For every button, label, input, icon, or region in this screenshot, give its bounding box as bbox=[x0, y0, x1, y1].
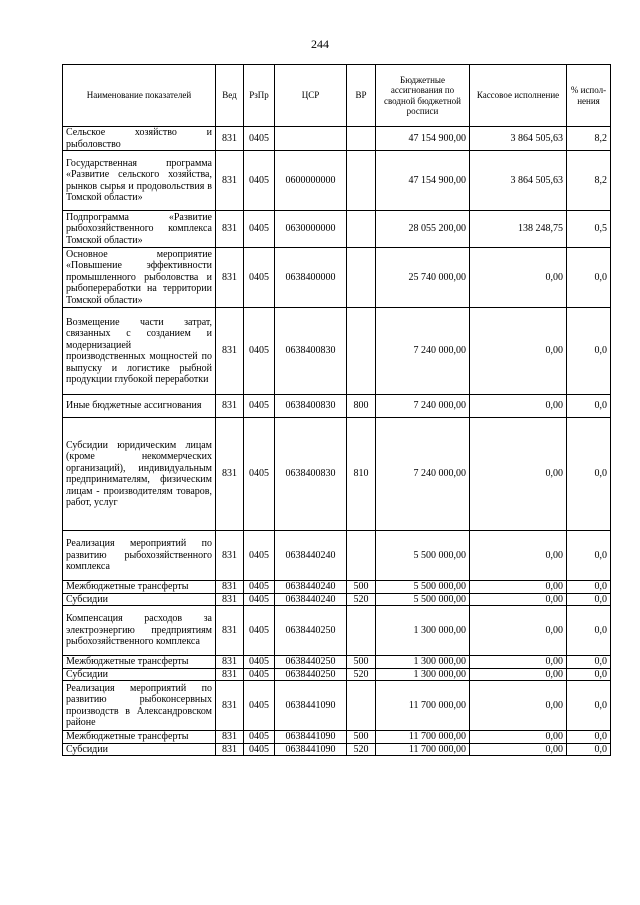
cell-vr: 810 bbox=[347, 418, 376, 531]
cell-pct: 0,0 bbox=[567, 731, 611, 744]
cell-assign: 11 700 000,00 bbox=[376, 731, 470, 744]
cell-ved: 831 bbox=[216, 606, 244, 656]
cell-name: Подпрограмма «Развитие рыбохозяйственного комплекса Томской области» bbox=[63, 211, 216, 248]
cell-rzpr: 0405 bbox=[244, 211, 275, 248]
cell-rzpr: 0405 bbox=[244, 606, 275, 656]
cell-assign: 5 500 000,00 bbox=[376, 593, 470, 606]
cell-csr bbox=[275, 127, 347, 151]
header-rzpr: РзПр bbox=[244, 65, 275, 127]
cell-assign: 5 500 000,00 bbox=[376, 581, 470, 594]
cell-csr: 0638440250 bbox=[275, 656, 347, 669]
cell-vr: 500 bbox=[347, 731, 376, 744]
cell-pct: 0,0 bbox=[567, 681, 611, 731]
cell-assign: 11 700 000,00 bbox=[376, 681, 470, 731]
cell-rzpr: 0405 bbox=[244, 681, 275, 731]
cell-cash: 0,00 bbox=[470, 248, 567, 308]
cell-csr: 0600000000 bbox=[275, 151, 347, 211]
cell-rzpr: 0405 bbox=[244, 656, 275, 669]
cell-pct: 0,0 bbox=[567, 668, 611, 681]
cell-assign: 1 300 000,00 bbox=[376, 606, 470, 656]
cell-name: Субсидии bbox=[63, 668, 216, 681]
cell-rzpr: 0405 bbox=[244, 127, 275, 151]
cell-assign: 5 500 000,00 bbox=[376, 531, 470, 581]
table-row bbox=[63, 395, 611, 418]
table-row bbox=[63, 593, 611, 606]
cell-assign: 7 240 000,00 bbox=[376, 418, 470, 531]
cell-cash: 3 864 505,63 bbox=[470, 151, 567, 211]
cell-vr bbox=[347, 151, 376, 211]
cell-rzpr: 0405 bbox=[244, 418, 275, 531]
cell-ved: 831 bbox=[216, 418, 244, 531]
cell-ved: 831 bbox=[216, 593, 244, 606]
cell-csr: 0638400830 bbox=[275, 395, 347, 418]
cell-cash: 0,00 bbox=[470, 581, 567, 594]
cell-csr: 0638440240 bbox=[275, 581, 347, 594]
cell-csr: 0630000000 bbox=[275, 211, 347, 248]
cell-ved: 831 bbox=[216, 248, 244, 308]
cell-vr: 800 bbox=[347, 395, 376, 418]
cell-cash: 0,00 bbox=[470, 418, 567, 531]
header-vr: ВР bbox=[347, 65, 376, 127]
cell-csr: 0638441090 bbox=[275, 743, 347, 756]
table-row bbox=[63, 656, 611, 669]
cell-name: Возмещение части затрат, связанных с созданием и модернизацией производственных мощностей по выпуску и логистике рыбной продукции глубокой переработки bbox=[63, 308, 216, 395]
cell-name: Реализация мероприятий по развитию рыбоконсервных производств в Александровском районе bbox=[63, 681, 216, 731]
cell-cash: 0,00 bbox=[470, 656, 567, 669]
cell-cash: 0,00 bbox=[470, 606, 567, 656]
cell-ved: 831 bbox=[216, 731, 244, 744]
cell-pct: 0,0 bbox=[567, 743, 611, 756]
cell-rzpr: 0405 bbox=[244, 395, 275, 418]
cell-ved: 831 bbox=[216, 151, 244, 211]
table-row bbox=[63, 211, 611, 248]
cell-pct: 8,2 bbox=[567, 151, 611, 211]
cell-vr bbox=[347, 531, 376, 581]
header-cash-execution: Кассовое исполнение bbox=[470, 65, 567, 127]
cell-assign: 7 240 000,00 bbox=[376, 308, 470, 395]
header-name: Наименование показателей bbox=[63, 65, 216, 127]
cell-vr bbox=[347, 606, 376, 656]
header-csr: ЦСР bbox=[275, 65, 347, 127]
cell-name: Межбюджетные трансферты bbox=[63, 731, 216, 744]
cell-vr: 520 bbox=[347, 593, 376, 606]
cell-ved: 831 bbox=[216, 743, 244, 756]
cell-name: Компенсация расходов за электроэнергию предприятиям рыбохозяйственного комплекса bbox=[63, 606, 216, 656]
cell-pct: 0,0 bbox=[567, 606, 611, 656]
cell-rzpr: 0405 bbox=[244, 743, 275, 756]
cell-vr: 500 bbox=[347, 581, 376, 594]
header-assignments: Бюджетные ассигнования по сводной бюджетной росписи bbox=[376, 65, 470, 127]
table-row bbox=[63, 743, 611, 756]
cell-rzpr: 0405 bbox=[244, 308, 275, 395]
cell-vr bbox=[347, 248, 376, 308]
cell-cash: 0,00 bbox=[470, 743, 567, 756]
table-row bbox=[63, 731, 611, 744]
cell-pct: 0,0 bbox=[567, 593, 611, 606]
cell-ved: 831 bbox=[216, 681, 244, 731]
cell-assign: 1 300 000,00 bbox=[376, 656, 470, 669]
cell-pct: 0,0 bbox=[567, 531, 611, 581]
cell-ved: 831 bbox=[216, 581, 244, 594]
cell-csr: 0638400830 bbox=[275, 418, 347, 531]
cell-cash: 0,00 bbox=[470, 668, 567, 681]
cell-name: Межбюджетные трансферты bbox=[63, 656, 216, 669]
table-row bbox=[63, 418, 611, 531]
cell-assign: 47 154 900,00 bbox=[376, 127, 470, 151]
cell-cash: 0,00 bbox=[470, 308, 567, 395]
cell-csr: 0638400830 bbox=[275, 308, 347, 395]
cell-name: Субсидии bbox=[63, 593, 216, 606]
cell-ved: 831 bbox=[216, 211, 244, 248]
cell-vr bbox=[347, 308, 376, 395]
cell-csr: 0638400000 bbox=[275, 248, 347, 308]
cell-pct: 0,0 bbox=[567, 656, 611, 669]
table-row bbox=[63, 127, 611, 151]
cell-vr: 520 bbox=[347, 743, 376, 756]
cell-vr bbox=[347, 127, 376, 151]
cell-rzpr: 0405 bbox=[244, 581, 275, 594]
cell-name: Субсидии bbox=[63, 743, 216, 756]
cell-assign: 47 154 900,00 bbox=[376, 151, 470, 211]
cell-assign: 7 240 000,00 bbox=[376, 395, 470, 418]
cell-name: Государственная программа «Развитие сельского хозяйства, рынков сырья и продовольствия в Томской области» bbox=[63, 151, 216, 211]
cell-cash: 0,00 bbox=[470, 681, 567, 731]
cell-csr: 0638440250 bbox=[275, 606, 347, 656]
cell-assign: 25 740 000,00 bbox=[376, 248, 470, 308]
cell-ved: 831 bbox=[216, 127, 244, 151]
cell-cash: 0,00 bbox=[470, 531, 567, 581]
cell-name: Основное мероприятие «Повышение эффективности промышленного рыболовства и рыбопереработки на территории Томской области» bbox=[63, 248, 216, 308]
table-row bbox=[63, 668, 611, 681]
cell-name: Сельское хозяйство и рыболовство bbox=[63, 127, 216, 151]
cell-cash: 3 864 505,63 bbox=[470, 127, 567, 151]
cell-assign: 28 055 200,00 bbox=[376, 211, 470, 248]
cell-rzpr: 0405 bbox=[244, 668, 275, 681]
table-row bbox=[63, 581, 611, 594]
cell-ved: 831 bbox=[216, 668, 244, 681]
cell-assign: 11 700 000,00 bbox=[376, 743, 470, 756]
cell-vr bbox=[347, 681, 376, 731]
table-row bbox=[63, 248, 611, 308]
cell-csr: 0638440250 bbox=[275, 668, 347, 681]
cell-rzpr: 0405 bbox=[244, 151, 275, 211]
cell-cash: 138 248,75 bbox=[470, 211, 567, 248]
cell-pct: 0,0 bbox=[567, 248, 611, 308]
cell-ved: 831 bbox=[216, 531, 244, 581]
budget-table bbox=[62, 64, 611, 756]
cell-csr: 0638440240 bbox=[275, 531, 347, 581]
cell-ved: 831 bbox=[216, 395, 244, 418]
cell-pct: 8,2 bbox=[567, 127, 611, 151]
table-row bbox=[63, 531, 611, 581]
cell-rzpr: 0405 bbox=[244, 248, 275, 308]
cell-pct: 0,0 bbox=[567, 395, 611, 418]
cell-ved: 831 bbox=[216, 656, 244, 669]
table-row bbox=[63, 151, 611, 211]
table-header-row bbox=[63, 65, 611, 127]
cell-vr: 500 bbox=[347, 656, 376, 669]
cell-vr bbox=[347, 211, 376, 248]
cell-name: Межбюджетные трансферты bbox=[63, 581, 216, 594]
cell-rzpr: 0405 bbox=[244, 593, 275, 606]
cell-csr: 0638440240 bbox=[275, 593, 347, 606]
cell-csr: 0638441090 bbox=[275, 731, 347, 744]
cell-cash: 0,00 bbox=[470, 731, 567, 744]
cell-vr: 520 bbox=[347, 668, 376, 681]
cell-ved: 831 bbox=[216, 308, 244, 395]
cell-rzpr: 0405 bbox=[244, 731, 275, 744]
cell-name: Реализация мероприятий по развитию рыбохозяйственного комплекса bbox=[63, 531, 216, 581]
cell-rzpr: 0405 bbox=[244, 531, 275, 581]
cell-pct: 0,5 bbox=[567, 211, 611, 248]
header-execution-percent: % испол-нения bbox=[567, 65, 611, 127]
table-row bbox=[63, 681, 611, 731]
header-ved: Вед bbox=[216, 65, 244, 127]
cell-pct: 0,0 bbox=[567, 581, 611, 594]
cell-cash: 0,00 bbox=[470, 593, 567, 606]
cell-assign: 1 300 000,00 bbox=[376, 668, 470, 681]
table-row bbox=[63, 606, 611, 656]
cell-csr: 0638441090 bbox=[275, 681, 347, 731]
cell-name: Иные бюджетные ассигнования bbox=[63, 395, 216, 418]
cell-pct: 0,0 bbox=[567, 418, 611, 531]
cell-pct: 0,0 bbox=[567, 308, 611, 395]
page-number: 244 bbox=[311, 37, 329, 51]
cell-cash: 0,00 bbox=[470, 395, 567, 418]
table-row bbox=[63, 308, 611, 395]
cell-name: Субсидии юридическим лицам (кроме некоммерческих организаций), индивидуальным предпринимателям, физическим лицам - производителям товаров, работ, услуг bbox=[63, 418, 216, 531]
